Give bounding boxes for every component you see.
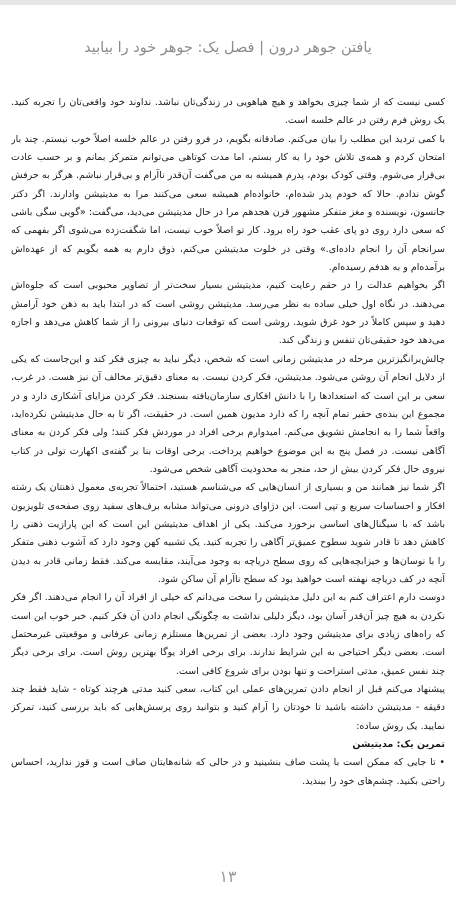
page-header [20, 30, 436, 66]
exercise-heading: تمرین یک: مدیتیشن [352, 739, 445, 751]
exercise-text: • تا جایی که ممکن است با پشت صاف بنشینید و در حالی که شانه‌هایتان صاف است و قوز ندارید، احساس راحتی بکنید. چشم‌های خود را ببندید. [11, 757, 445, 787]
page-number: ۱۳ [219, 867, 237, 886]
paragraph: با کمی تردید این مطلب را بیان می‌کنم. صادقانه بگویم، در فرو رفتن در عالم خلسه اصلاً خوب نیستم. چند بار امتحان کردم و همه‌ی تلاش خود را به کار بستم، اما مدت کوتاهی می‌توانم متمرکز بمانم و بر حسب عادت بی‌قرار می‌شوم. وقتی کودک بودم، پدرم همیشه به من می‌گفت آن‌قدر ناآرام و بی‌قرار نباشم. هرگز به حرفش گوش ندادم. حالا که خودم پدر شده‌ام، خانواده‌ام همیشه سعی می‌کنند مرا به مدیتیشن وادارند. اگر دکتر جانسون، نویسنده و مغز متفکر مشهور قرن هجدهم مرا در حال مدیتیشن می‌دید، می‌گفت: «گویی سگی باشی که سعی دارد روی دو پای عقب خود راه برود. کار تو اصلاً خوب نیست، اما شگفت‌زده می‌شوی اگر بفهمی که سرانجام آن را انجام داده‌ای.» وقتی در خلوت مدیتیشن می‌کنم، ذوق دارم به همه بگویم که از عهده‌اش برآمده‌ام و به هدفم رسیده‌ام. [11, 133, 445, 274]
paragraph: اگر شما نیز همانند من و بسیاری از انسان‌هایی که می‌شناسم هستید، احتمالاً تجربه‌ی معمول ذهنتان یک رشته افکار و احساسات سریع و تپی است. این دژاوای درونی می‌تواند مشابه برف‌های سفید روی صفحه‌ی تلویزیون باشد که با سیگنال‌های اساسی برخورد می‌کند. یکی از اهداف مدیتیشن این است که این پارازیت ذهنی را کاهش دهد تا قادر شوید سطوح عمیق‌تر آگاهی را تجربه کنید. یک تشبیه کهن وجود دارد که آشوب ذهنی متفکر را با نوسان‌ها و خیزابچه‌هایی که روی سطح دریاچه به وجود می‌آیند، مقایسه می‌کند. فقط زمانی قادر به دیدن آنچه در کف دریاچه نهفته است خواهید بود که سطح ناآرام آن ساکن شود. [11, 482, 445, 585]
paragraph: پیشنهاد می‌کنم قبل از انجام دادن تمرین‌های عملی این کتاب، سعی کنید مدتی هرچند کوتاه - شاید فقط چند دقیقه - مدیتیشن داشته باشید تا خودتان را آرام کنید و بتوانید روی پرسش‌هایی که باید بررسی کنید، تمرکز نمایید. یک روش ساده: [11, 684, 445, 732]
page-body [11, 94, 445, 860]
running-title: یافتن جوهر درون | فصل یک: جوهر خود را بیابید [84, 40, 372, 56]
paragraph: کسی نیست که از شما چیزی بخواهد و هیچ هیاهویی در زندگی‌تان نباشد. نداوند خود واقعی‌تان را تجربه کنید. یک روش فرم رفتن در عالم خلسه است. [11, 97, 445, 127]
status-bar [0, 0, 456, 5]
paragraph: چالش‌برانگیزترین مرحله در مدیتیشن زمانی است که شخص، دیگر نباید به چیزی فکر کند و این‌جاست که یکی از دلایل انجام آن روشن می‌شود. مدیتیشن، فکر کردن نیست. به معنای دقیق‌تر مخالف آن نیز هست. در غرب، سعی بر این است که استعدادها را با دانش افکاری سازمان‌یافته بسنجند. فکر کردن مزایای آشکاری دارد و در مجموع این بنده‌ی حقیر تمام آنچه را که دارد مدیون همین است. در حقیقت، اگر تا به حال مدیتیشن نکرده‌اید، واقعاً شما را به انجامش تشویق می‌کنم. امیدوارم برخی افراد در موردش فکر کنند؛ ولی فکر کردن به معنای آگاهی نیست. در فصل پنج به این موضوع خواهیم پرداخت. برخی اوقات بنا بر گفته‌ی اکهارت تولی در کتاب نیروی حال فکر کردن بیش از حد، منجر به محدودیت آگاهی شخص می‌شود. [11, 353, 445, 475]
paragraph: دوست دارم اعتراف کنم به این دلیل مدیتیشن را سخت می‌دانم که خیلی از افراد آن را انجام می‌دهند. اگر فکر نکردن به هیچ چیز آن‌قدر آسان بود، دیگر دلیلی نداشت به چگونگی انجام دادن آن فکر کنیم. خبر خوب این است که راه‌های زیادی برای مدیتیشن وجود دارد. بعضی از تمرین‌ها مستلزم زمانی عرفانی و موقعیتی غیرمحتمل است. بعضی دیگر احتیاجی به این شرایط ندارند. برای برخی افراد یوگا بهترین روش است. برای برخی دیگر چند نفس عمیق، مدتی استراحت و تنها بودن برای شروع کافی است. [11, 592, 445, 677]
paragraph: اگر بخواهیم عدالت را در حقم رعایت کنیم، مدیتیشن بسیار سخت‌تر از تصاویر محبوبی است که جلوه‌اش می‌دهند. در نگاه اول خیلی ساده به نظر می‌رسد. مدیتیشن روشی است که در ابتدا باید به ذهن خود آرامش دهید و سپس کاملاً در خود غرق شوید. روشی است که توقعات دنیای بیرونی را از شما کاهش می‌دهد و اجازه می‌دهد خود حقیقی‌تان تنفس و زندگی کند. [11, 280, 445, 347]
